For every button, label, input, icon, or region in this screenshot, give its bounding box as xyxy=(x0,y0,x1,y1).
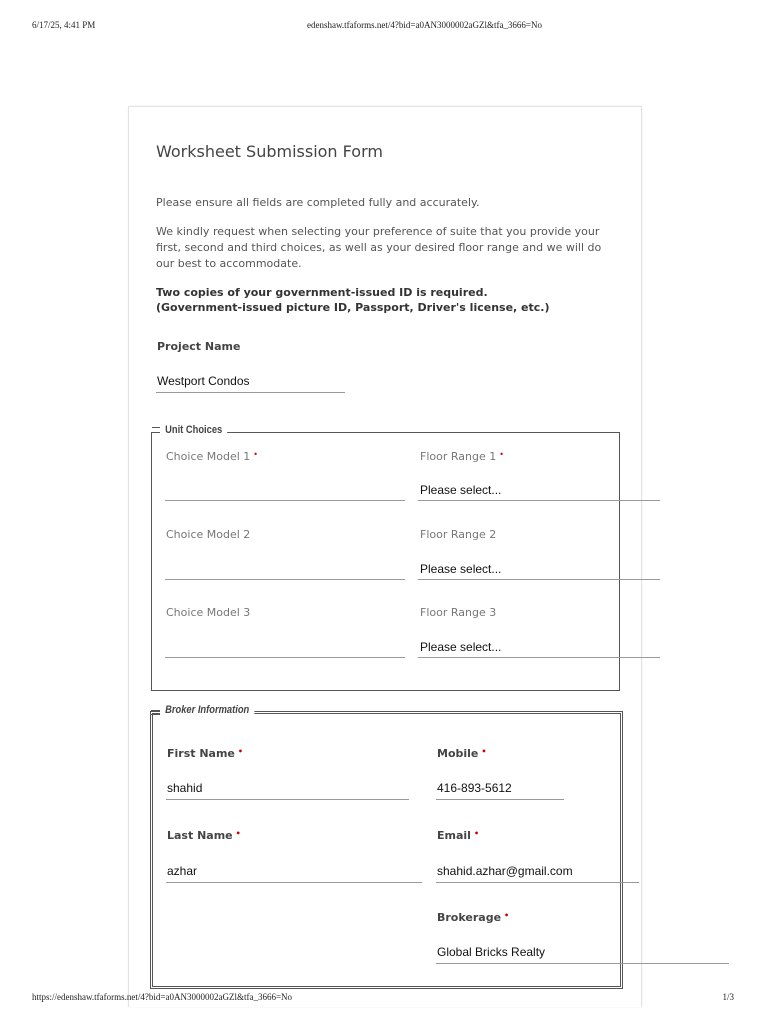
unit-choices-legend: Unit Choices xyxy=(160,424,227,436)
floor-range-1-underline xyxy=(418,500,660,501)
required-mark: • xyxy=(237,747,244,756)
choice-model-3-label: Choice Model 3 xyxy=(166,606,251,619)
floor-range-1-label: Floor Range 1 • xyxy=(420,450,504,463)
brokerage-input[interactable]: Global Bricks Realty xyxy=(437,945,546,959)
unit-choices-fieldset xyxy=(151,432,620,691)
floor-range-3-select[interactable]: Please select... xyxy=(420,640,502,654)
brokerage-underline xyxy=(436,963,729,964)
floor-range-1-select[interactable]: Please select... xyxy=(420,483,502,497)
mobile-label: Mobile • xyxy=(437,747,487,760)
choice-model-2-input[interactable] xyxy=(165,579,405,580)
choice-model-1-label: Choice Model 1 • xyxy=(166,450,258,463)
first-name-label: First Name • xyxy=(167,747,244,760)
first-name-input[interactable]: shahid xyxy=(167,781,203,795)
floor-range-3-label: Floor Range 3 xyxy=(420,606,497,619)
brokerage-label: Brokerage • xyxy=(437,911,510,924)
mobile-underline xyxy=(436,799,564,800)
email-underline xyxy=(436,882,639,883)
id-note-line-2: (Government-issued picture ID, Passport, Driver's license, etc.) xyxy=(156,301,550,314)
floor-range-2-label: Floor Range 2 xyxy=(420,528,497,541)
email-label: Email • xyxy=(437,829,480,842)
mobile-input[interactable]: 416-893-5612 xyxy=(437,781,512,795)
floor-range-2-select[interactable]: Please select... xyxy=(420,562,502,576)
print-page-number: 1/3 xyxy=(722,992,734,1002)
email-input[interactable]: shahid.azhar@gmail.com xyxy=(437,864,573,878)
unit-choices-tick xyxy=(152,427,160,428)
required-mark: • xyxy=(235,829,241,838)
choice-model-2-label: Choice Model 2 xyxy=(166,528,251,541)
choice-model-3-input[interactable] xyxy=(165,657,405,658)
project-name-underline xyxy=(156,392,345,393)
last-name-underline xyxy=(166,882,422,883)
intro-text-1: Please ensure all fields are completed fully and accurately. xyxy=(156,196,480,209)
required-mark: • xyxy=(473,829,480,838)
form-title: Worksheet Submission Form xyxy=(156,142,383,161)
choice-model-1-input[interactable] xyxy=(165,500,405,501)
project-name-input[interactable]: Westport Condos xyxy=(157,374,250,388)
required-mark: • xyxy=(499,450,504,459)
print-footer-url: https://edenshaw.tfaforms.net/4?bid=a0AN3000002aGZl&tfa_3666=No xyxy=(32,992,293,1002)
print-url: edenshaw.tfaforms.net/4?bid=a0AN3000002aGZl&tfa_3666=No xyxy=(307,20,543,30)
first-name-underline xyxy=(166,799,409,800)
floor-range-3-underline xyxy=(418,657,660,658)
project-name-label: Project Name xyxy=(157,340,241,353)
intro-text-2: We kindly request when selecting your preference of suite that you provide your first, second and third choices, as well as your desired floor range and we will do our best to accommodate. xyxy=(156,225,602,270)
required-mark: • xyxy=(253,450,258,459)
print-datetime: 6/17/25, 4:41 PM xyxy=(32,20,96,30)
required-mark: • xyxy=(504,911,510,920)
broker-legend-tick xyxy=(151,710,160,715)
id-requirement-note xyxy=(156,285,616,315)
required-mark: • xyxy=(481,747,487,756)
floor-range-2-underline xyxy=(418,579,660,580)
broker-information-legend: Broker Information xyxy=(160,704,254,716)
last-name-label: Last Name • xyxy=(167,829,241,842)
id-note-line-1: Two copies of your government-issued ID is required. xyxy=(156,286,488,299)
last-name-input[interactable]: azhar xyxy=(167,864,198,878)
